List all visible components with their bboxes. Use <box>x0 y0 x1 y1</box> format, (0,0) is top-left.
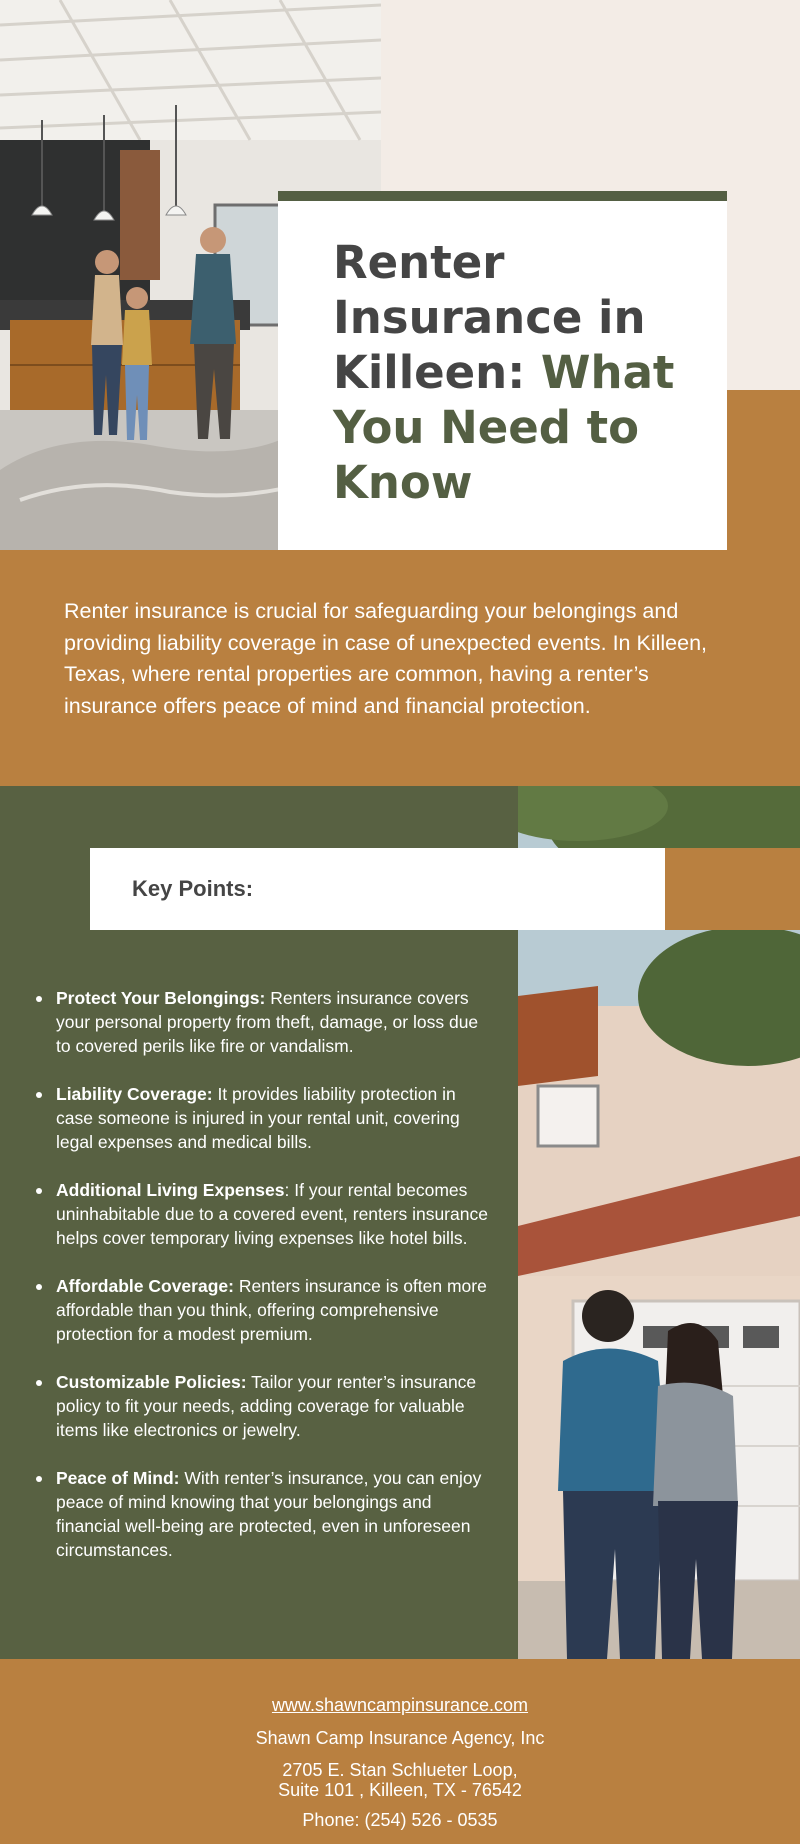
title-card <box>278 191 727 550</box>
footer <box>0 1659 800 1844</box>
intro-section <box>0 550 800 786</box>
key-points-list <box>26 986 496 1586</box>
intro-paragraph: Renter insurance is crucial for safeguarding your belongings and providing liability coverage in case of unexpected events. In Killeen, Texas, where rental properties are common, having a renter’s insurance offers peace of mind and financial protection. <box>64 599 707 718</box>
key-point-item <box>26 1178 496 1250</box>
key-point-item <box>26 986 496 1058</box>
key-point-text: : If your rental becomes uninhabitable due to a covered event, renters insurance helps cover temporary living expenses like hotel bills. <box>56 1180 488 1248</box>
page-title <box>333 235 693 510</box>
website-link[interactable]: www.shawncampinsurance.com <box>271 1695 529 1715</box>
key-points-heading: Key Points: <box>132 876 254 901</box>
key-point-label: Affordable Coverage: <box>56 1276 234 1296</box>
key-point-text: Renters insurance covers your personal property from theft, damage, or loss due to covered perils like fire or vandalism. <box>56 988 479 1056</box>
key-point-label: Protect Your Belongings: <box>56 988 266 1008</box>
key-points-section <box>0 786 800 1659</box>
page-title-main: Renter Insurance in Killeen: <box>333 236 646 399</box>
key-point-item <box>26 1466 496 1562</box>
key-points-orange-block <box>664 848 800 930</box>
hero-section <box>0 0 800 550</box>
key-point-text: It provides liability protection in case someone is injured in your rental unit, covering legal expenses and medical bills. <box>56 1084 460 1152</box>
page-title-accent: What You Need to Know <box>333 346 675 509</box>
address-line-2: Suite 101 , Killeen, TX - 76542 <box>278 1780 522 1800</box>
phone-number: Phone: (254) 526 - 0535 <box>302 1810 498 1830</box>
key-point-item <box>26 1082 496 1154</box>
key-point-text: Renters insurance is often more affordable than you think, offering comprehensive protection for a modest premium. <box>56 1276 487 1344</box>
key-point-text: Tailor your renter’s insurance policy to fit your needs, adding coverage for valuable items like electronics or jewelry. <box>56 1372 477 1440</box>
key-point-item <box>26 1370 496 1442</box>
key-point-text: With renter’s insurance, you can enjoy peace of mind knowing that your belongings and financial well-being are protected, even in unforeseen circumstances. <box>56 1468 482 1560</box>
key-points-heading-card <box>90 848 665 930</box>
address-line-1: 2705 E. Stan Schlueter Loop, <box>282 1760 518 1780</box>
key-point-label: Liability Coverage: <box>56 1084 213 1104</box>
key-point-item <box>26 1274 496 1346</box>
key-point-label: Additional Living Expenses <box>56 1180 285 1200</box>
agency-name: Shawn Camp Insurance Agency, Inc <box>255 1728 545 1748</box>
key-point-label: Customizable Policies: <box>56 1372 247 1392</box>
key-point-label: Peace of Mind: <box>56 1468 180 1488</box>
